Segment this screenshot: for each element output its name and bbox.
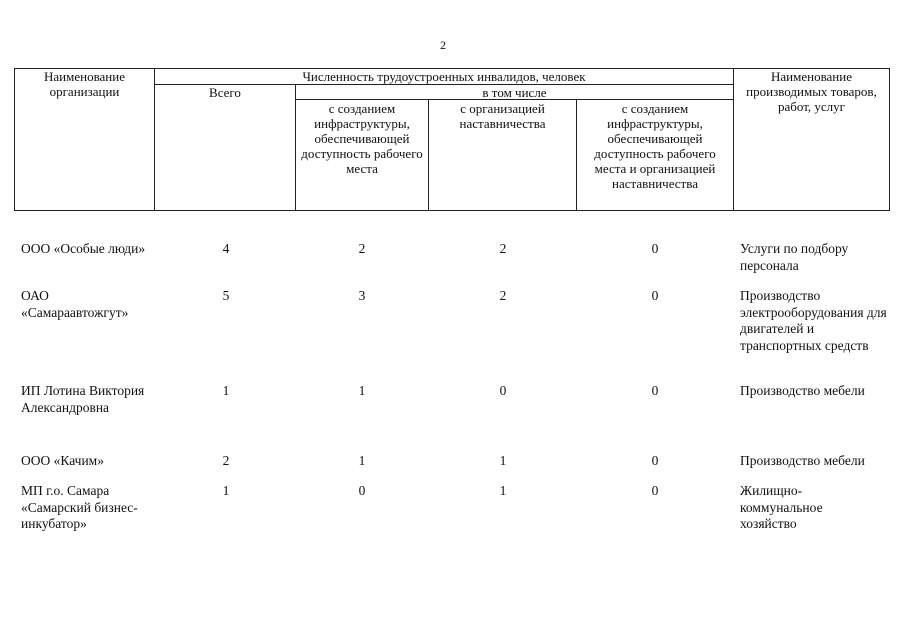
row-products: Производство электрооборудования для двигателей и транспортных средств: [740, 288, 887, 353]
row-total: 1: [222, 483, 230, 498]
row-org: ОАО «Самараавтожгут»: [21, 288, 129, 320]
row-infra: 1: [358, 383, 366, 398]
row-mentor: 1: [499, 483, 507, 498]
row-total: 4: [222, 241, 230, 256]
row-mentor: 0: [499, 383, 507, 398]
row-infra: 0: [358, 483, 366, 498]
row-both: 0: [651, 453, 659, 468]
row-org: ООО «Особые люди»: [21, 241, 146, 256]
row-infra: 1: [358, 453, 366, 468]
header-with-both: с созданием инфраструктуры, обеспечивающей доступность рабочего места и организацией наставничества: [594, 101, 716, 191]
row-mentor: 2: [499, 288, 507, 303]
header-count-title: Численность трудоустроенных инвалидов, человек: [302, 69, 586, 84]
header-total: Всего: [209, 85, 241, 100]
row-infra: 2: [358, 241, 366, 256]
row-both: 0: [651, 483, 659, 498]
row-products: Производство мебели: [740, 453, 865, 468]
row-total: 5: [222, 288, 230, 303]
row-org: ООО «Качим»: [21, 453, 104, 468]
row-both: 0: [651, 241, 659, 256]
header-col-total: [154, 84, 296, 211]
row-mentor: 2: [499, 241, 507, 256]
row-both: 0: [651, 383, 659, 398]
row-mentor: 1: [499, 453, 507, 468]
row-total: 2: [222, 453, 230, 468]
page-number: 2: [440, 38, 446, 52]
row-org: МП г.о. Самара «Самарский бизнес-инкубатор»: [21, 483, 138, 531]
row-products: Производство мебели: [740, 383, 865, 398]
row-total: 1: [222, 383, 230, 398]
header-including: в том числе: [482, 85, 547, 100]
row-products: Жилищно-коммунальное хозяйство: [740, 483, 823, 531]
header-org-name: Наименование организации: [44, 69, 125, 99]
row-products: Услуги по подбору персонала: [740, 241, 849, 273]
header-with-mentoring: с организацией наставничества: [459, 101, 546, 131]
row-infra: 3: [358, 288, 366, 303]
row-org: ИП Лотина Виктория Александровна: [21, 383, 145, 415]
header-with-infrastructure: с созданием инфраструктуры, обеспечивающей доступность рабочего места: [301, 101, 423, 176]
row-both: 0: [651, 288, 659, 303]
header-products: Наименование производимых товаров, работ, услуг: [746, 69, 877, 114]
